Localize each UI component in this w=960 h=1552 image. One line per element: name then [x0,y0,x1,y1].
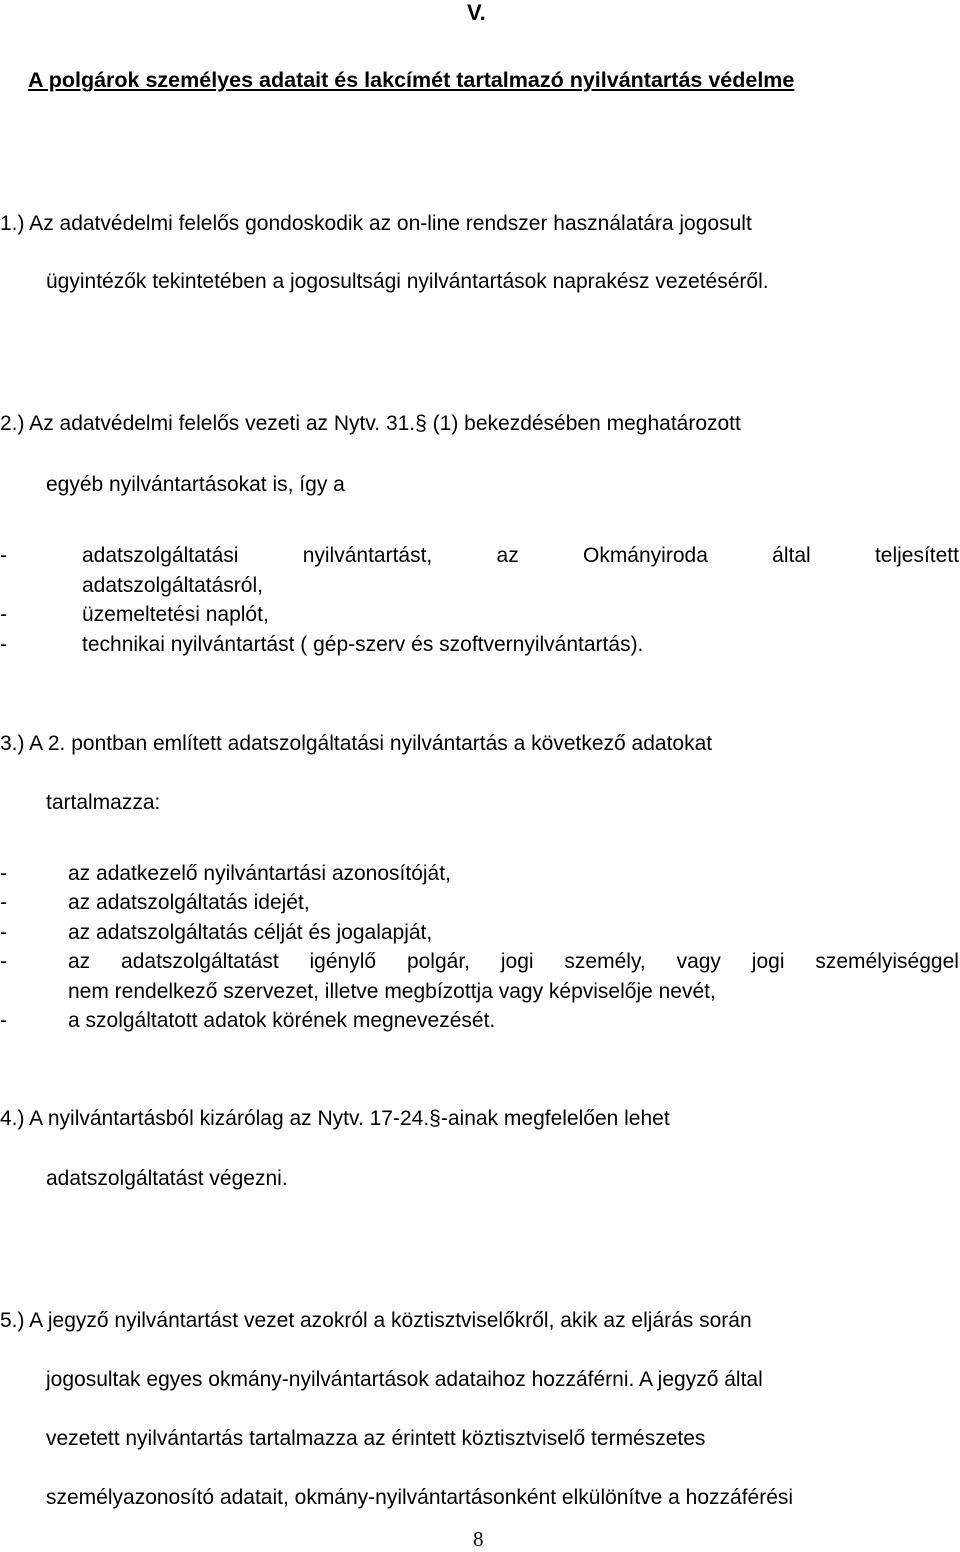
section-sign-icon: § [415,412,427,435]
section-1-line-1: 1.) Az adatvédelmi felelős gondoskodik az on-line rendszer használatára jogosult [0,212,752,235]
bullet-dash: - [0,603,7,626]
bullet-word: Okmányiroda [582,544,708,567]
bullet-continuation: nem rendelkező szervezet, illetve megbízottja vagy képviselője nevét, [68,980,716,1003]
bullet-word: az [68,950,91,973]
bullet-word: az [496,544,519,567]
bullet-word: teljesített [874,544,959,567]
section-2-line-2: egyéb nyilvántartásokat is, így a [46,473,345,496]
section-3-line-1: 3.) A 2. pontban említett adatszolgáltatási nyilvántartás a következő adatokat [0,732,713,755]
document-title: A polgárok személyes adatait és lakcímét tartalmazó nyilvántartás védelme [28,68,795,92]
chapter-number: V. [467,0,486,25]
bullet-word: adatszolgáltatási [82,544,239,567]
bullet-technikai-nyilvantartas: technikai nyilvántartást ( gép-szerv és szoftvernyilvántartás). [82,633,644,656]
bullet-dash: - [0,891,7,914]
bullet-word: vagy [676,950,721,973]
bullet-dash: - [0,1009,7,1032]
section-2-line-1 [0,412,741,436]
bullet-dash: - [0,544,7,567]
bullet-szolgaltatott-adatok: a szolgáltatott adatok körének megnevezését. [68,1009,496,1032]
section-2-line-1-text: 2.) Az adatvédelmi felelős vezeti az Nytv. 31. [0,412,416,435]
bullet-dash: - [0,633,7,656]
page-number: 8 [473,1527,484,1551]
bullet-continuation: adatszolgáltatásról, [82,574,263,597]
section-4-line-1-text: 4.) A nyilvántartásból kizárólag az Nytv. 17-24. [0,1107,430,1130]
bullet-word: adatszolgáltatást [121,950,279,973]
bullet-adatszolgaltatasi [82,544,959,568]
bullet-dash: - [0,862,7,885]
section-4-line-1 [0,1107,670,1131]
section-5-line-2: jogosultak egyes okmány-nyilvántartások adataihoz hozzáférni. A jegyző által [46,1368,763,1391]
section-1-line-2: ügyintézők tekintetében a jogosultsági nyilvántartások naprakész vezetéséről. [46,270,769,293]
bullet-dash: - [0,950,7,973]
section-5-line-1: 5.) A jegyző nyilvántartást vezet azokról a köztisztviselőkről, akik az eljárás során [0,1309,752,1332]
bullet-word: igénylő [309,950,377,973]
section-sign-icon: § [429,1107,441,1130]
bullet-word: által [772,544,811,567]
section-5-line-4: személyazonosító adatait, okmány-nyilvántartásonként elkülönítve a hozzáférési [46,1486,794,1509]
bullet-word: személyiséggel [815,950,959,973]
section-4-line-2: adatszolgáltatást végezni. [46,1167,288,1190]
bullet-word: jogi [500,950,534,973]
bullet-celjat: az adatszolgáltatás célját és jogalapját, [68,921,433,944]
bullet-idejet: az adatszolgáltatás idejét, [68,891,310,914]
bullet-word: nyilvántartást, [302,544,433,567]
bullet-uzemeltetesi-naplo: üzemeltetési naplót, [82,603,269,626]
bullet-igenylo [68,950,959,974]
bullet-word: polgár, [406,950,470,973]
section-3-line-2: tartalmazza: [46,791,161,814]
bullet-word: személy, [564,950,646,973]
section-4-line-1-rest: -ainak megfelelően lehet [440,1107,670,1130]
bullet-word: jogi [751,950,785,973]
section-5-line-3: vezetett nyilvántartás tartalmazza az érintett köztisztviselő természetes [46,1427,706,1450]
section-2-line-1-rest: (1) bekezdésében meghatározott [426,412,741,435]
bullet-adatkezelo: az adatkezelő nyilvántartási azonosítóját, [68,862,451,885]
bullet-dash: - [0,921,7,944]
